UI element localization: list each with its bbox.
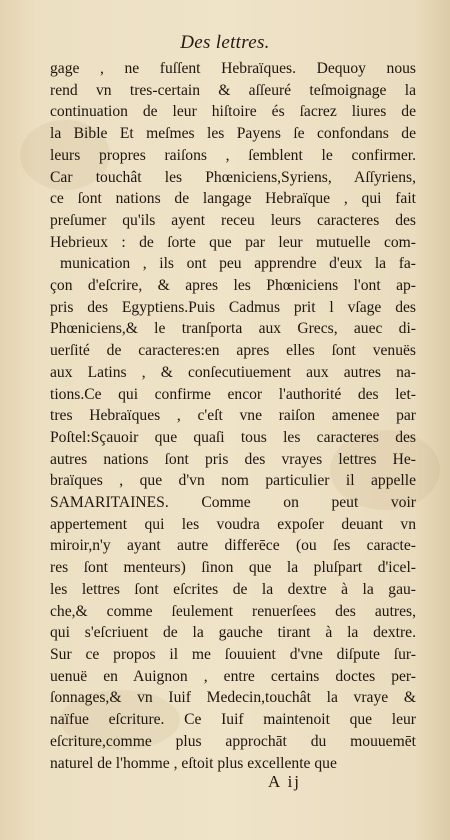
text-line: braïques , que d'vn nom particulier il appelle bbox=[50, 472, 416, 490]
text-line: tres Hebraïques , c'eſt vne raiſon amenee par bbox=[50, 407, 416, 425]
text-line: munication , ils ont peu apprendre d'eux la fa- bbox=[60, 255, 416, 273]
text-line: les lettres ſont eſcrites de la dextre à la gau- bbox=[50, 580, 416, 598]
signature-mark: A ij bbox=[268, 772, 302, 791]
text-line: aux Latins , & conſecutiuement aux autres na- bbox=[50, 363, 416, 381]
text-line: Car touchât les Phœniciens,Syriens, Aſſyriens, bbox=[50, 168, 416, 186]
text-line: pris des Egyptiens.Puis Cadmus prit l vſage des bbox=[50, 298, 416, 316]
text-line: continuation de leur hiſtoire és ſacrez liures de bbox=[50, 103, 416, 121]
text-line: appertement qui les voudra expoſer deuant vn bbox=[50, 515, 416, 533]
text-line: preſumer qu'ils ayent receu leurs caracteres des bbox=[50, 211, 416, 229]
text-line: la Bible Et meſmes les Payens ſe confondans de bbox=[50, 125, 416, 143]
text-line: naturel de l'homme , eſtoit plus excellente que bbox=[50, 754, 337, 772]
text-line: eſcriture,comme plus approchāt du mouuemēt bbox=[50, 732, 416, 750]
text-line: gage , ne fuſſent Hebraïques. Dequoy nous bbox=[50, 60, 416, 77]
text-line: Phœniciens,& le tranſporta aux Grecs, auec di- bbox=[50, 320, 416, 338]
body-text bbox=[50, 58, 416, 774]
text-line: qui s'eſcriuent de la gauche tirant à la dextre. bbox=[50, 624, 416, 642]
text-line: naïfue eſcriture. Ce Iuif maintenoit que leur bbox=[50, 711, 416, 729]
text-line: çon d'eſcrire, & apres les Phœniciens l'ont ap- bbox=[50, 277, 416, 295]
text-line: Sur ce propos il me ſouuient d'vne diſpute ſur- bbox=[50, 645, 416, 663]
text-line: ce ſont nations de langage Hebraïque , qui fait bbox=[50, 190, 416, 208]
running-head: Des lettres. bbox=[180, 32, 270, 53]
text-line: ſonnages,& vn Iuif Medecin,touchât la vraye & bbox=[50, 689, 416, 707]
text-line: SAMARITAINES. Comme on peut voir bbox=[50, 494, 416, 512]
text-line: leurs propres raiſons , ſemblent le confirmer. bbox=[50, 146, 416, 164]
text-line: Poſtel:Sçauoir que quaſi tous les caracteres des bbox=[50, 428, 416, 446]
text-line: rend vn tres-certain & aſſeuré teſmoignage la bbox=[50, 81, 416, 99]
text-line: uenuë en Auignon , entre certains doctes per- bbox=[50, 667, 416, 685]
text-line: Hebrieux : de ſorte que par leur mutuelle com- bbox=[50, 233, 416, 251]
text-line: tions.Ce qui confirme encor l'authorité des let- bbox=[50, 385, 416, 403]
text-line: uerſité de caracteres:en apres elles ſont venuës bbox=[50, 342, 416, 360]
text-line: res ſont menteurs) ſinon que la pluſpart d'icel- bbox=[50, 559, 416, 577]
text-line: miroir,n'y ayant autre differēce (ou ſes caracte- bbox=[50, 537, 416, 555]
text-line: che,& comme ſeulement renuerſees des autres, bbox=[50, 602, 416, 620]
text-line: autres nations ſont pris des vrayes lettres He- bbox=[50, 450, 416, 468]
